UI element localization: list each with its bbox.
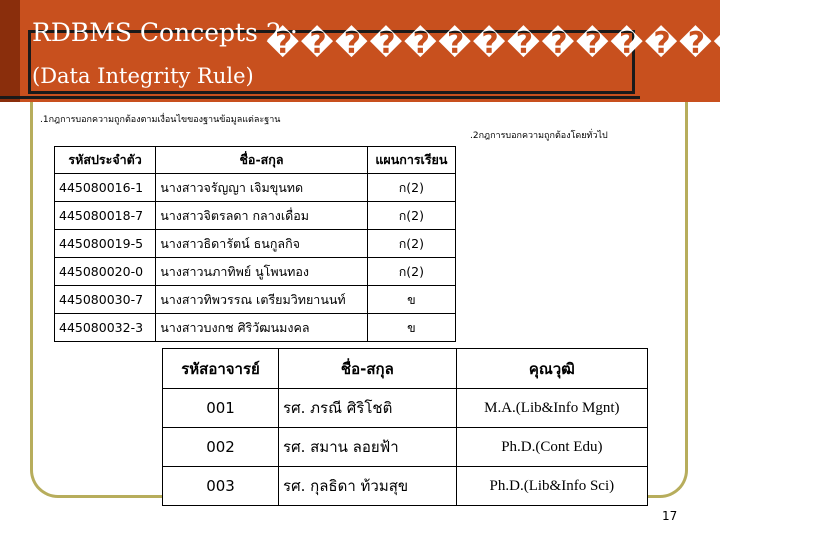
table-row	[55, 286, 456, 314]
table-row	[55, 230, 456, 258]
student-name: นางสาวจิตรลดา กลางเดื่อม	[156, 202, 368, 230]
student-name: นางสาวทิพวรรณ เตรียมวิทยานนท์	[156, 286, 368, 314]
student-id: 445080018-7	[55, 202, 156, 230]
student-id: 445080016-1	[55, 174, 156, 202]
student-name: นางสาวธิดารัตน์ ธนกูลกิจ	[156, 230, 368, 258]
advisor-degree: M.A.(Lib&Info Mgnt)	[456, 389, 647, 428]
advisor-degree: Ph.D.(Lib&Info Sci)	[456, 467, 647, 506]
slide-title: RDBMS Concepts 2 :	[32, 18, 299, 47]
student-id: 445080019-5	[55, 230, 156, 258]
study-plan: ก(2)	[367, 202, 455, 230]
table-row	[55, 202, 456, 230]
slide-title-unrendered-glyphs: ����������������	[266, 26, 816, 61]
study-plan: ก(2)	[367, 230, 455, 258]
student-table	[54, 146, 456, 342]
table-header-row	[55, 147, 456, 174]
table-row	[55, 258, 456, 286]
advisor-name: รศ. ภรณี ศิริโชติ	[279, 389, 457, 428]
study-plan: ข	[367, 314, 455, 342]
study-plan: ก(2)	[367, 174, 455, 202]
table-row	[55, 174, 456, 202]
student-id: 445080032-3	[55, 314, 156, 342]
advisor-id: 003	[163, 467, 279, 506]
student-name: นางสาวจรัญญา เจิมขุนทด	[156, 174, 368, 202]
table-row	[163, 428, 648, 467]
rule-2-caption: .2กฎการบอกความถูกต้องโดยทั่วไป	[470, 131, 608, 141]
advisor-table	[162, 348, 648, 506]
study-plan: ข	[367, 286, 455, 314]
title-underline	[0, 96, 640, 99]
advisor-id: 001	[163, 389, 279, 428]
table-row	[55, 314, 456, 342]
column-header: รหัสประจำตัว	[55, 147, 156, 174]
title-band-accent	[0, 0, 20, 102]
rule-1-caption: .1กฎการบอกความถูกต้องตามเงื่อนไขของฐานข้อมูลแต่ละฐาน	[40, 115, 281, 125]
column-header: ชื่อ-สกุล	[156, 147, 368, 174]
student-name: นางสาวบงกช ศิริวัฒนมงคล	[156, 314, 368, 342]
slide-title-subtitle: (Data Integrity Rule)	[32, 64, 254, 88]
advisor-name: รศ. กุลธิดา ท้วมสุข	[279, 467, 457, 506]
table-header-row	[163, 349, 648, 389]
table-row	[163, 467, 648, 506]
student-name: นางสาวนภาทิพย์ นูโพนทอง	[156, 258, 368, 286]
page-number: 17	[662, 509, 678, 523]
column-header: รหัสอาจารย์	[163, 349, 279, 389]
column-header: คุณวุฒิ	[456, 349, 647, 389]
advisor-id: 002	[163, 428, 279, 467]
student-id: 445080030-7	[55, 286, 156, 314]
advisor-name: รศ. สมาน ลอยฟ้า	[279, 428, 457, 467]
student-id: 445080020-0	[55, 258, 156, 286]
column-header: แผนการเรียน	[367, 147, 455, 174]
table-row	[163, 389, 648, 428]
advisor-degree: Ph.D.(Cont Edu)	[456, 428, 647, 467]
column-header: ชื่อ-สกุล	[279, 349, 457, 389]
study-plan: ก(2)	[367, 258, 455, 286]
